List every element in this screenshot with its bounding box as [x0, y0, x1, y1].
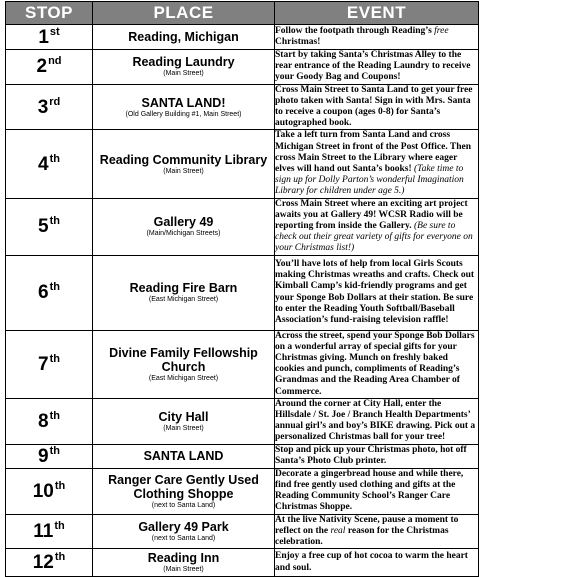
stop-number: 6 — [38, 282, 49, 304]
place-address: (next to Santa Land) — [151, 534, 216, 542]
table-row — [6, 514, 479, 549]
place-cell — [93, 514, 275, 549]
table-row — [6, 255, 479, 330]
place-name: Reading, Michigan — [128, 30, 239, 44]
place-name: Reading Inn — [147, 551, 220, 566]
event-header: EVENT — [275, 2, 479, 25]
stop-number: 4 — [38, 153, 49, 175]
event-cell — [275, 198, 479, 255]
place-cell — [93, 255, 275, 330]
stop-cell — [6, 468, 93, 514]
place-cell — [93, 398, 275, 444]
stop-suffix: th — [54, 519, 65, 532]
event-text: Start by taking Santa’s Christmas Alley to the rear entrance of the Reading Laundry to receive your Goody Bag and Coupons! — [275, 50, 471, 83]
stop-number: 7 — [38, 353, 49, 375]
stop-header: STOP — [6, 2, 93, 25]
place-name: Reading Laundry — [132, 55, 235, 70]
stop-number: 5 — [38, 216, 49, 238]
place-header: PLACE — [93, 2, 275, 25]
place-address: (Main Street) — [163, 70, 204, 78]
table-row — [6, 130, 479, 198]
stop-suffix: rd — [49, 95, 61, 108]
stop-cell — [6, 444, 93, 468]
table-row — [6, 468, 479, 514]
event-text: Take a left turn from Santa Land and cross Michigan Street in front of the Post Office. Then cross Main Street to the Library where eager elves will hand out Santa’s books! — [275, 130, 472, 175]
event-text: real — [330, 525, 346, 536]
stop-suffix: th — [49, 444, 60, 457]
stop-number: 2 — [36, 56, 48, 78]
table-row — [6, 50, 479, 85]
stop-number: 11 — [33, 520, 54, 542]
place-name: SANTA LAND! — [141, 95, 226, 110]
stop-suffix: th — [54, 551, 66, 564]
table-row — [6, 198, 479, 255]
place-address: (Main Street) — [163, 424, 204, 432]
stop-number: 8 — [38, 410, 49, 432]
event-text: Cross Main Street where an exciting art project awaits you at Gallery 49! WCSR Radio will be reporting from inside the Gallery. — [275, 198, 468, 232]
stop-cell — [6, 255, 93, 330]
stop-suffix: th — [54, 479, 66, 492]
event-text: Christmas! — [275, 37, 321, 47]
event-cell — [275, 514, 479, 549]
event-cell — [275, 444, 479, 468]
event-cell — [275, 84, 479, 130]
event-cell — [275, 130, 479, 198]
stop-cell — [6, 549, 93, 577]
event-text: Stop and pick up your Christmas photo, hot off Santa’s Photo Club printer. — [275, 444, 467, 467]
stop-suffix: th — [49, 152, 60, 165]
event-cell — [275, 549, 479, 577]
stop-cell — [6, 398, 93, 444]
stop-cell — [6, 84, 93, 130]
place-name: Ranger Care Gently Used Clothing Shoppe — [108, 472, 259, 501]
stop-cell — [6, 198, 93, 255]
table-row — [6, 84, 479, 130]
place-name: Gallery 49 Park — [138, 519, 229, 534]
route-rows — [6, 25, 479, 577]
event-text: reason for the Christmas celebration. — [275, 525, 449, 547]
place-address: (Old Gallery Building #1, Main Street) — [125, 110, 242, 118]
place-address: (East Michigan Street) — [148, 374, 219, 382]
place-cell — [93, 330, 275, 398]
stop-suffix: th — [49, 409, 60, 422]
event-text: (Take time to sign up for Dolly Parton’s wonderful Imagination Library for children under age 5.) — [275, 164, 464, 197]
event-cell — [275, 25, 479, 50]
event-text: (Be sure to check out their great variety of gifts for everyone on your Christmas list!) — [275, 221, 473, 254]
place-cell — [93, 468, 275, 514]
event-text: Enjoy a free cup of hot cocoa to warm the heart and soul. — [275, 551, 468, 573]
event-cell — [275, 398, 479, 444]
stop-number: 3 — [37, 96, 49, 118]
place-cell — [93, 198, 275, 255]
place-cell — [93, 549, 275, 577]
event-cell — [275, 468, 479, 514]
place-cell — [93, 444, 275, 468]
event-text: Follow the footpath through Reading’s — [275, 25, 435, 36]
event-text: You’ll have lots of help from local Girls Scouts making Christmas wreaths and crafts. Check out Kimball Camp’s kid-friendly programs and get your Sponge Bob Dollars at their station. Be sure to enter the Reading Youth Softball/Baseball Association’s fund-raising television raffle! — [275, 259, 475, 326]
event-cell — [275, 330, 479, 398]
stop-number: 12 — [32, 552, 54, 574]
stop-cell — [6, 330, 93, 398]
table-row — [6, 398, 479, 444]
event-text: Decorate a gingerbread house and while there, find free gently used clothing and gifts at the Reading Community School’s Ranger Care Christmas Shoppe. — [275, 468, 464, 513]
table-row — [6, 25, 479, 50]
table-row — [6, 330, 479, 398]
stop-suffix: nd — [48, 55, 62, 68]
event-cell — [275, 50, 479, 85]
place-address: (Main Street) — [163, 167, 204, 175]
stop-suffix: th — [49, 352, 60, 365]
table-row — [6, 549, 479, 577]
place-name: Divine Family Fellowship Church — [109, 345, 258, 374]
stop-cell — [6, 25, 93, 50]
stop-number: 1 — [38, 26, 49, 48]
stop-suffix: th — [49, 215, 60, 228]
place-name: SANTA LAND — [143, 449, 224, 464]
place-cell — [93, 25, 275, 50]
route-table — [5, 1, 479, 577]
event-text: Around the corner at City Hall, enter the Hillsdale / St. Joe / Branch Health Departments’ annual girl’s and boy’s BIKE drawing. Pick out a personalized Christmas ball for your tree! — [275, 398, 476, 443]
stop-cell — [6, 514, 93, 549]
place-address: (next to Santa Land) — [151, 501, 216, 509]
header-row — [6, 2, 479, 25]
event-text: At the live Nativity Scene, pause a moment to reflect on the — [275, 514, 459, 536]
place-address: (East Michigan Street) — [148, 296, 219, 304]
place-cell — [93, 130, 275, 198]
event-text: free — [434, 25, 449, 36]
stop-number: 10 — [32, 480, 54, 502]
place-address: (Main/Michigan Streets) — [146, 230, 221, 238]
stop-suffix: st — [49, 25, 60, 38]
event-text: Cross Main Street to Santa Land to get your free photo taken with Santa! Sign in with Mrs. Santa to receive a coupon (ages 0-8) for Santa’s autographed book. — [275, 84, 473, 129]
place-name: City Hall — [158, 409, 209, 424]
stop-cell — [6, 130, 93, 198]
place-name: Reading Community Library — [99, 152, 268, 167]
stop-number: 9 — [38, 445, 49, 467]
event-cell — [275, 255, 479, 330]
place-name: Gallery 49 — [153, 215, 214, 230]
place-cell — [93, 50, 275, 85]
stop-cell — [6, 50, 93, 85]
place-name: Reading Fire Barn — [129, 281, 238, 296]
place-cell — [93, 84, 275, 130]
event-text: Across the street, spend your Sponge Bob Dollars on a wonderful array of special gifts for your Christmas giving. Munch on freshly baked cookies and punch, compliments of Reading’s Grandmas and the Reading Area Chamber of Commerce. — [275, 330, 475, 397]
stop-suffix: th — [49, 281, 60, 294]
place-address: (Main Street) — [163, 566, 204, 574]
table-row — [6, 444, 479, 468]
